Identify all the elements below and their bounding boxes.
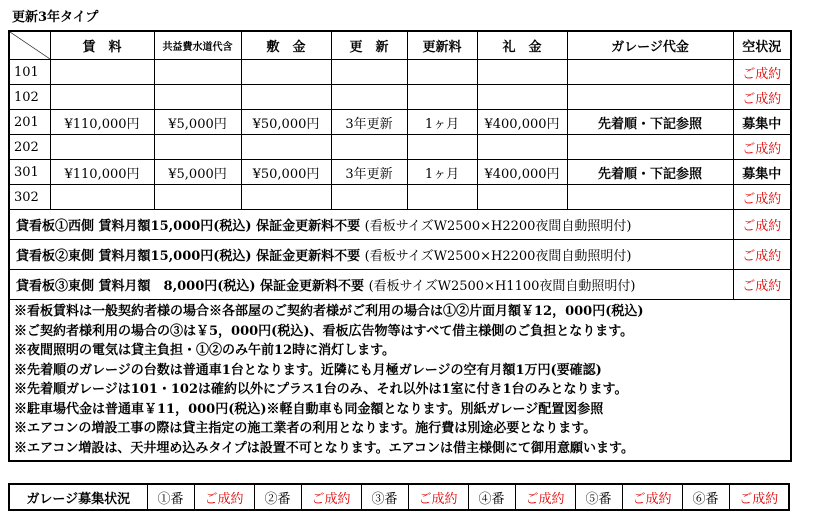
header-renewal-fee: 更新料 [407, 31, 477, 60]
vacancy-table [8, 30, 792, 462]
garage-slot-number: ④番 [468, 484, 515, 510]
header-deposit: 敷 金 [241, 31, 331, 60]
room-number: 201 [9, 110, 50, 135]
garage-slot-number: ⑤番 [575, 484, 622, 510]
garage-slot-status: ご成約 [515, 484, 575, 510]
common-fee-cell [154, 85, 241, 110]
key-money-cell [477, 85, 567, 110]
note-line: ※エアコン増設は、天井埋め込みタイプは設置不可となります。エアコンは借主様側にて御用意願います。 [14, 440, 634, 456]
rent-cell [50, 60, 154, 85]
garage-slot-number: ⑥番 [682, 484, 729, 510]
header-status: 空状況 [733, 31, 791, 60]
garage-slot-status: ご成約 [622, 484, 682, 510]
corner-cell [9, 31, 50, 60]
header-row [9, 31, 791, 60]
renewal-fee-cell: 1ヶ月 [407, 110, 477, 135]
room-row [9, 185, 791, 210]
garage-slot-number: ①番 [147, 484, 194, 510]
renewal-cell [331, 85, 407, 110]
signboard-row [9, 270, 791, 300]
signboard-main: 貸看板①西側 賃料月額15,000円(税込) 保証金更新料不要 [16, 219, 361, 234]
note-line: ※夜間照明の電気は貸主負担・①②のみ午前12時に消灯します。 [14, 343, 396, 358]
garage-cell [567, 135, 733, 160]
common-fee-cell: ¥5,000円 [154, 160, 241, 185]
room-number: 202 [9, 135, 50, 160]
signboard-size-note: (看板サイズW2500×H1100夜間自動照明付) [368, 279, 636, 294]
renewal-fee-cell [407, 85, 477, 110]
renewal-cell [331, 135, 407, 160]
header-rent: 賃 料 [50, 31, 154, 60]
renewal-cell [331, 185, 407, 210]
garage-cell: 先着順・下記参照 [567, 160, 733, 185]
signboard-status: ご成約 [733, 240, 791, 270]
deposit-cell [241, 60, 331, 85]
note-line: ※エアコンの増設工事の際は貸主指定の施工業者の利用となります。施行費は別途必要となります。 [14, 421, 597, 436]
header-common-fee: 共益費水道代含 [154, 31, 241, 60]
deposit-cell [241, 185, 331, 210]
room-number: 302 [9, 185, 50, 210]
garage-cell: 先着順・下記参照 [567, 110, 733, 135]
status-cell: ご成約 [733, 85, 791, 110]
signboard-status: ご成約 [733, 270, 791, 300]
renewal-fee-cell: 1ヶ月 [407, 160, 477, 185]
garage-cell [567, 60, 733, 85]
garage-slot-number: ②番 [254, 484, 301, 510]
garage-slot-number: ③番 [361, 484, 408, 510]
header-key-money: 礼 金 [477, 31, 567, 60]
rent-cell: ¥110,000円 [50, 110, 154, 135]
room-row [9, 60, 791, 85]
renewal-fee-cell [407, 135, 477, 160]
renewal-fee-cell [407, 185, 477, 210]
note-line: ※駐車場代金は普通車￥11，000円(税込)※軽自動車も同金額となります。別紙ガレージ配置図参照 [14, 401, 604, 417]
room-row [9, 110, 791, 135]
room-number: 301 [9, 160, 50, 185]
garage-slot-status: ご成約 [194, 484, 254, 510]
garage-row [9, 484, 789, 510]
key-money-cell [477, 60, 567, 85]
renewal-cell: 3年更新 [331, 160, 407, 185]
notes-row [9, 300, 791, 462]
note-line: ※看板賃料は一般契約者様の場合※各部屋のご契約者様がご利用の場合は①②片面月額￥12，000円(税込) [14, 304, 644, 319]
common-fee-cell [154, 185, 241, 210]
header-renewal: 更 新 [331, 31, 407, 60]
common-fee-cell: ¥5,000円 [154, 110, 241, 135]
deposit-cell [241, 85, 331, 110]
signboard-size-note: (看板サイズW2500×H2200夜間自動照明付) [364, 249, 632, 264]
deposit-cell [241, 135, 331, 160]
note-line: ※ご契約者様利用の場合の③は￥5，000円(税込)、看板広告物等はすべて借主様側のご負担となります。 [14, 323, 634, 339]
key-money-cell [477, 135, 567, 160]
room-number: 102 [9, 85, 50, 110]
key-money-cell: ¥400,000円 [477, 110, 567, 135]
renewal-fee-cell [407, 60, 477, 85]
status-cell: ご成約 [733, 135, 791, 160]
rent-cell [50, 85, 154, 110]
rent-cell [50, 135, 154, 160]
signboard-status: ご成約 [733, 210, 791, 240]
renewal-cell: 3年更新 [331, 110, 407, 135]
note-line: ※先着順ガレージは101・102は確約以外にプラス1台のみ、それ以外は1室に付き1台のみとなります。 [14, 382, 628, 397]
status-cell: 募集中 [733, 160, 791, 185]
rent-cell: ¥110,000円 [50, 160, 154, 185]
note-line: ※先着順のガレージの台数は普通車1台となります。近隣にも月極ガレージの空有月額1万円(要確認) [14, 362, 602, 378]
signboard-row [9, 240, 791, 270]
garage-label: ガレージ募集状況 [9, 484, 147, 510]
room-row [9, 160, 791, 185]
notes-block [9, 300, 791, 462]
status-cell: 募集中 [733, 110, 791, 135]
renewal-cell [331, 60, 407, 85]
rent-cell [50, 185, 154, 210]
room-row [9, 135, 791, 160]
key-money-cell: ¥400,000円 [477, 160, 567, 185]
room-row [9, 85, 791, 110]
deposit-cell: ¥50,000円 [241, 160, 331, 185]
signboard-size-note: (看板サイズW2500×H2200夜間自動照明付) [364, 219, 632, 234]
garage-cell [567, 85, 733, 110]
key-money-cell [477, 185, 567, 210]
page-title: 更新3年タイプ [12, 10, 99, 25]
garage-slot-status: ご成約 [301, 484, 361, 510]
status-cell: ご成約 [733, 185, 791, 210]
common-fee-cell [154, 135, 241, 160]
status-cell: ご成約 [733, 60, 791, 85]
signboard-row [9, 210, 791, 240]
common-fee-cell [154, 60, 241, 85]
header-garage-fee: ガレージ代金 [567, 31, 733, 60]
signboard-main: 貸看板③東側 賃料月額 8,000円(税込) 保証金更新料不要 [16, 279, 365, 294]
garage-slot-status: ご成約 [729, 484, 789, 510]
signboard-main: 貸看板②東側 賃料月額15,000円(税込) 保証金更新料不要 [16, 249, 361, 264]
garage-status-table [8, 483, 790, 511]
garage-slot-status: ご成約 [408, 484, 468, 510]
garage-cell [567, 185, 733, 210]
deposit-cell: ¥50,000円 [241, 110, 331, 135]
room-number: 101 [9, 60, 50, 85]
